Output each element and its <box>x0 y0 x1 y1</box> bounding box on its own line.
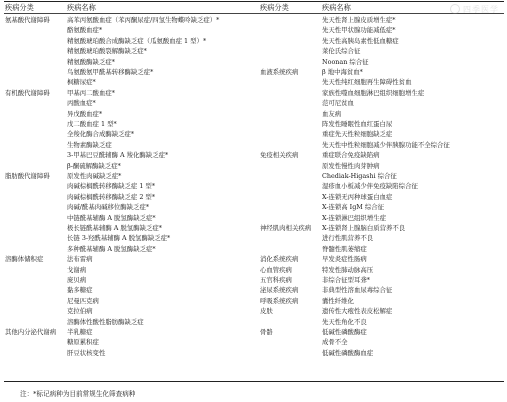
cell-disease-left: 糖原累积症 <box>67 338 99 347</box>
cell-disease-right: 进行性肌营养不良 <box>322 234 374 243</box>
cell-disease-left: 戈谢病 <box>67 265 87 274</box>
table-row <box>4 88 504 98</box>
cell-disease-left: 肉碱棕榈酰转移酶缺乏症 2 型* <box>67 192 156 201</box>
cell-disease-left: 精氨酸琥珀酸裂解酶缺乏症* <box>67 47 147 56</box>
cell-disease-left: 鸟氨酸氨甲酰基转移酶缺乏症* <box>67 68 154 76</box>
footnote: 注：*标记病种为目前常规生化筛查病种 <box>20 390 136 398</box>
cell-disease-right: 莱伦氏综合征 <box>322 47 361 56</box>
cell-disease-left: 全羧化酶合成酶缺乏症* <box>67 130 135 139</box>
cell-disease-right: 先天性纯红细胞再生障碍性贫血 <box>322 78 412 87</box>
cell-disease-right: Chediak-Higashi 综合征 <box>322 172 397 180</box>
cell-disease-left: 精氨酸琥珀酸合成酶缺乏症（瓜氨酸血症 1 型）* <box>67 36 207 45</box>
table-row <box>4 265 504 275</box>
cell-disease-left: β-酮硫解酶缺乏症* <box>67 161 121 170</box>
table-row <box>4 67 504 77</box>
table-row <box>4 337 504 347</box>
cell-category-right: 皮肤 <box>260 307 273 316</box>
table-bottom-rule <box>4 381 504 382</box>
cell-disease-right: 湿疹血小板减少伴免疫缺陷综合征 <box>322 182 418 191</box>
cell-category-left: 有机酸代谢障碍 <box>5 88 50 97</box>
table-row <box>4 306 504 316</box>
cell-disease-right: X-连锁淋巴组织增生症 <box>322 213 386 222</box>
cell-category-right: 五官科疾病 <box>260 276 292 284</box>
table-row <box>4 150 504 160</box>
table-row <box>4 327 504 337</box>
table-row <box>4 317 504 327</box>
cell-category-left: 其他内分泌代谢病 <box>5 328 57 336</box>
table-row <box>4 171 504 181</box>
cell-disease-left: 黏多糖症 <box>67 286 93 295</box>
cell-disease-right: 低碱性磷酸酶症 <box>322 328 367 336</box>
cell-disease-right: 非典型性溶血尿毒综合征 <box>322 286 393 295</box>
cell-category-right: 呼吸系统疾病 <box>260 296 299 305</box>
table-row <box>4 192 504 202</box>
cell-disease-right: 原发性慢性肉芽肿病 <box>322 161 380 170</box>
cell-disease-left: 肉碱/酰基肉碱移位酶缺乏症* <box>67 203 150 212</box>
table-row <box>4 57 504 67</box>
cell-disease-right: X-连锁高 IgM 综合征 <box>322 203 385 212</box>
cell-disease-left: 精氨酸酶缺乏症* <box>67 57 115 66</box>
table-row <box>4 213 504 223</box>
cell-category-right: 免疫相关疾病 <box>260 151 299 160</box>
cell-disease-right: β 地中海贫血* <box>322 68 363 76</box>
cell-disease-right: 低碱性磷酸酶血症 <box>322 348 374 357</box>
table-row <box>4 98 504 108</box>
cell-disease-right: X-连锁肾上腺脑白质营养不良 <box>322 224 406 232</box>
cell-disease-left: 多种酰基辅酶 A 脱氢酶缺乏症* <box>67 244 156 253</box>
cell-disease-right: 囊性纤维化 <box>322 296 354 305</box>
cell-category-right: 泌尿系统疾病 <box>260 286 299 295</box>
table-row <box>4 25 504 35</box>
cell-disease-right: 脊髓性肌萎缩症 <box>322 244 367 253</box>
table-row <box>4 129 504 139</box>
table-row <box>4 36 504 46</box>
cell-disease-right: 先天性甲状腺功能减低症* <box>322 26 396 35</box>
table-row <box>4 254 504 264</box>
table-row <box>4 223 504 233</box>
header-name-1: 疾病名称 <box>67 3 96 12</box>
table-row <box>4 77 504 87</box>
cell-disease-right: 范可尼贫血 <box>322 99 354 108</box>
table-row <box>4 244 504 254</box>
cell-category-left: 溶酶体储积症 <box>5 255 44 264</box>
cell-disease-left: 高苯丙氨酸血症（苯丙酮尿症/四氢生物蝶呤缺乏症）* <box>67 16 220 24</box>
cell-disease-right: Noonan 综合征 <box>322 57 369 66</box>
cell-category-left: 脂肪酸代谢障碍 <box>5 172 50 180</box>
cell-disease-right: 重症先天性粒细胞缺乏症 <box>322 130 393 139</box>
cell-disease-left: 长链 3-羟酰基辅酶 A 脱氢酶缺乏症* <box>67 234 171 243</box>
cell-disease-left: 法布雷病 <box>67 255 93 264</box>
table-row <box>4 140 504 150</box>
cell-disease-left: 中链酰基辅酶 A 脱氢酶缺乏症* <box>67 213 156 222</box>
table-row <box>4 15 504 25</box>
cell-disease-left: 原发性肉碱缺乏症* <box>67 172 122 180</box>
cell-disease-right: 阵发性睡眠性血红蛋白尿 <box>322 120 393 128</box>
cell-disease-left: 甲基丙二酸血症* <box>67 88 115 97</box>
table-row <box>4 46 504 56</box>
cell-category-right: 心血管疾病 <box>260 265 292 274</box>
cell-category-right: 骨骼 <box>260 328 273 336</box>
cell-disease-left: 肝豆状核变性 <box>67 348 106 357</box>
cell-disease-left: 克拉伯病 <box>67 307 93 316</box>
cell-disease-left: 庞贝病 <box>67 276 87 284</box>
cell-category-left: 氨基酸代谢障碍 <box>5 16 50 24</box>
cell-disease-right: 特发性肺动脉高压 <box>322 265 374 274</box>
cell-disease-right: 先天性高胰岛素性低血糖症 <box>322 36 399 45</box>
table-row <box>4 109 504 119</box>
cell-disease-right: 血友病 <box>322 109 342 118</box>
cell-category-right: 消化系统疾病 <box>260 255 299 264</box>
cell-disease-right: 遗传性大疱性表皮松解症 <box>322 307 393 316</box>
table-row <box>4 296 504 306</box>
cell-disease-left: 极长链酰基辅酶 A 脱氢酶缺乏症* <box>67 224 162 232</box>
cell-disease-right: 早发炎症性肠病 <box>322 255 367 264</box>
table-row <box>4 233 504 243</box>
cell-disease-right: 重症联合免疫缺陷病 <box>322 151 380 160</box>
table-row <box>4 285 504 295</box>
table-row <box>4 181 504 191</box>
header-name-2: 疾病名称 <box>322 3 351 12</box>
cell-disease-right: 先天性角化不良 <box>322 317 367 326</box>
watermark <box>450 2 499 16</box>
cell-disease-left: 异戊酸血症* <box>67 109 103 118</box>
cell-disease-left: 肉碱棕榈酰转移酶缺乏症 1 型* <box>67 182 156 191</box>
cell-disease-left: 3-甲基巴豆酰辅酶 A 羧化酶缺乏症* <box>67 151 169 160</box>
cell-category-right: 血液系统疾病 <box>260 68 299 76</box>
table-header-rule <box>4 13 504 14</box>
cell-disease-right: X-连锁无丙种球蛋白血症 <box>322 192 393 201</box>
cell-disease-left: 生物素酶缺乏症 <box>67 140 112 149</box>
table-row <box>4 275 504 285</box>
header-category-1: 疾病分类 <box>5 3 34 12</box>
cell-disease-left: 戊二酸血症 1 型* <box>67 120 117 128</box>
cell-disease-left: 丙酸血症* <box>67 99 96 108</box>
cell-disease-right: 家族性噬血细胞淋巴组织细胞增生症 <box>322 88 425 97</box>
logo-icon <box>450 4 460 14</box>
table-row <box>4 202 504 212</box>
cell-disease-right: 非综合征型耳聋* <box>322 276 370 284</box>
cell-disease-left: 半乳糖症 <box>67 328 93 336</box>
cell-category-right: 神经肌肉相关疾病 <box>260 224 312 232</box>
cell-disease-right: 先天性中性粒细胞减少伴胰腺功能不全综合征 <box>322 140 450 149</box>
cell-disease-left: 溶酶体性酸性脂肪酶缺乏症 <box>67 317 144 326</box>
cell-disease-left: 酪氨酸血症* <box>67 26 103 35</box>
watermark-text: 四季医学 <box>463 4 499 14</box>
table-row <box>4 161 504 171</box>
table-row <box>4 119 504 129</box>
table-row <box>4 348 504 358</box>
header-category-2: 疾病分类 <box>260 3 289 12</box>
cell-disease-left: 尼曼匹克病 <box>67 296 99 305</box>
cell-disease-right: 成骨不全 <box>322 338 348 347</box>
cell-disease-right: 先天性肾上腺皮质增生症* <box>322 16 396 24</box>
cell-disease-left: 枫糖尿症* <box>67 78 96 87</box>
